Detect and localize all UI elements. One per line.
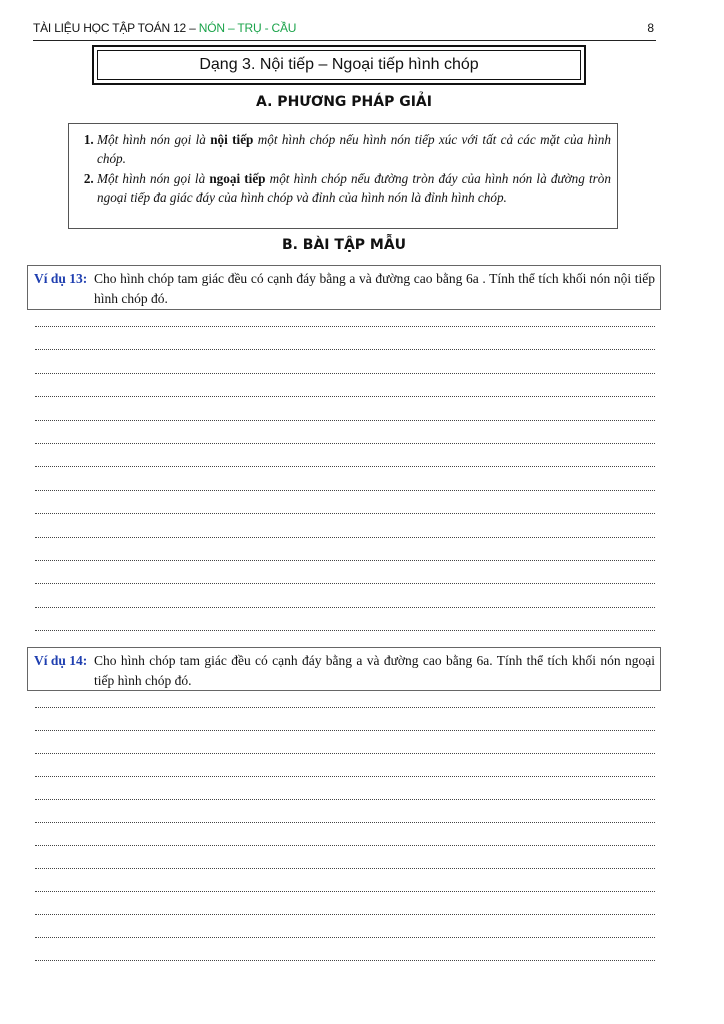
header-topic: NÓN – TRỤ - CẦU [198, 21, 297, 35]
dotted-line [35, 583, 655, 584]
example-text: Cho hình chóp tam giác đều có cạnh đáy bằng a và đường cao bằng 6a. Tính thể tích khối nón ngoại tiếp hình chóp đó. [94, 653, 655, 688]
method-item-text: Một hình nón gọi là [97, 132, 211, 147]
method-item-text: Một hình nón gọi là [97, 170, 210, 186]
example-text: Cho hình chóp tam giác đều có cạnh đáy bằng a và đường cao bằng 6a . Tính thể tích khối nón nội tiếp hình chóp đó. [94, 271, 655, 306]
dotted-line [35, 420, 655, 421]
dotted-line [35, 466, 655, 467]
example-label: Ví dụ 14: [34, 653, 88, 668]
example-box [27, 265, 661, 310]
dotted-line [35, 560, 655, 561]
dotted-line [35, 373, 655, 374]
page-number: 8 [647, 21, 654, 35]
topic-title: Dạng 3. Nội tiếp – Ngoại tiếp hình chóp [97, 50, 581, 80]
dotted-line [35, 776, 655, 777]
dotted-line [35, 868, 655, 869]
method-item [97, 169, 611, 208]
method-item-keyword: ngoại tiếp [209, 170, 266, 186]
method-box [68, 123, 618, 229]
dotted-line [35, 607, 655, 608]
dotted-line [35, 891, 655, 892]
dotted-line [35, 937, 655, 938]
dotted-line [35, 914, 655, 915]
dotted-line [35, 730, 655, 731]
dotted-line [35, 630, 655, 631]
method-item-keyword: nội tiếp [210, 132, 254, 147]
dotted-line [35, 513, 655, 514]
example-box [27, 647, 661, 691]
dotted-line [35, 326, 655, 327]
dotted-line [35, 753, 655, 754]
method-item-text: một hình chóp nếu hình nón tiếp xúc với tất cả các mặt của hình chóp. [97, 132, 611, 167]
dotted-line [35, 707, 655, 708]
dotted-line [35, 960, 655, 961]
method-item-text: một hình chóp nếu đường tròn đáy của hình nón là đường tròn ngoại tiếp đa giác đáy của hình chóp và đỉnh của hình nón là đỉnh hình chóp. [97, 170, 611, 205]
dotted-line [35, 799, 655, 800]
dotted-line [35, 845, 655, 846]
topic-box [92, 45, 586, 85]
header-title [33, 21, 296, 35]
dotted-line [35, 822, 655, 823]
dotted-line [35, 396, 655, 397]
method-list [77, 130, 611, 207]
example-label: Ví dụ 13: [34, 271, 88, 286]
dotted-line [35, 443, 655, 444]
header-left-text: TÀI LIỆU HỌC TẬP TOÁN 12 – [33, 21, 196, 35]
section-a-title: A. PHƯƠNG PHÁP GIẢI [256, 94, 432, 110]
section-b-title: B. BÀI TẬP MẪU [281, 237, 407, 253]
dotted-line [35, 490, 655, 491]
method-item [97, 130, 611, 169]
page-header [33, 16, 656, 41]
dotted-line [35, 349, 655, 350]
dotted-line [35, 537, 655, 538]
